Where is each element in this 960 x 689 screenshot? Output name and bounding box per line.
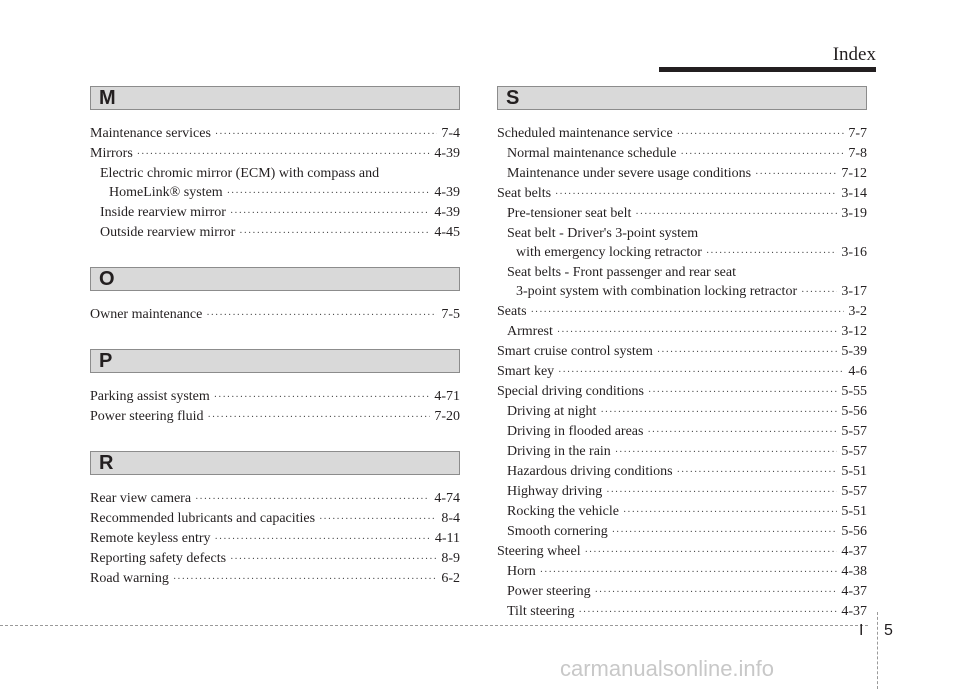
entry-page-ref: 7-4 xyxy=(441,126,460,141)
index-entry xyxy=(90,124,460,144)
index-entry xyxy=(90,407,460,427)
entry-label: Horn xyxy=(507,564,536,579)
entry-page-ref: 3-14 xyxy=(841,186,867,201)
index-entry xyxy=(497,562,867,582)
entry-page-ref: 5-51 xyxy=(841,504,867,519)
entry-page-ref: 3-12 xyxy=(841,324,867,339)
entry-label: Steering wheel xyxy=(497,544,581,559)
index-entry xyxy=(497,224,867,263)
section-letter: O xyxy=(99,268,115,290)
entry-label: Hazardous driving conditions xyxy=(507,464,673,479)
entry-label: Tilt steering xyxy=(507,604,575,619)
entry-page-ref: 7-20 xyxy=(434,409,460,424)
entry-label: Maintenance services xyxy=(90,126,211,141)
section-letter: S xyxy=(506,87,520,109)
index-entry xyxy=(497,382,867,402)
entry-page-ref: 5-56 xyxy=(841,524,867,539)
entry-label: Seat belt - Driver's 3-point system xyxy=(507,226,699,241)
index-section xyxy=(497,86,867,622)
dot-leader xyxy=(600,403,837,422)
entry-page-ref: 3-19 xyxy=(841,206,867,221)
dot-leader xyxy=(540,563,838,582)
entry-label: Normal maintenance schedule xyxy=(507,146,677,161)
entry-label: Driving in the rain xyxy=(507,444,611,459)
index-entry xyxy=(90,529,460,549)
dot-leader xyxy=(657,343,837,362)
entry-label-continuation: HomeLink® system xyxy=(109,185,223,200)
dot-leader xyxy=(230,550,437,569)
index-entry xyxy=(497,322,867,342)
dot-leader xyxy=(558,363,844,382)
entry-page-ref: 4-11 xyxy=(434,531,460,546)
dot-leader xyxy=(615,443,838,462)
entry-page-ref: 4-39 xyxy=(434,146,460,161)
entry-label: Owner maintenance xyxy=(90,307,203,322)
entry-label: Seat belts - Front passenger and rear seat xyxy=(507,265,736,280)
entry-page-ref: 3-2 xyxy=(848,304,867,319)
entry-label: Seats xyxy=(497,304,527,319)
index-section xyxy=(90,451,460,589)
dot-leader xyxy=(606,483,837,502)
index-entry xyxy=(90,144,460,164)
entry-label: Reporting safety defects xyxy=(90,551,227,566)
footer-vertical-divider xyxy=(877,612,878,689)
section-letter: M xyxy=(99,87,116,109)
entry-page-ref: 3-17 xyxy=(841,284,867,299)
dot-leader xyxy=(555,185,837,204)
index-entry xyxy=(497,263,867,302)
index-entry xyxy=(497,502,867,522)
entry-label: Maintenance under severe usage conditions xyxy=(507,166,752,181)
dot-leader xyxy=(579,603,838,622)
entry-label: Remote keyless entry xyxy=(90,531,211,546)
index-entry xyxy=(497,144,867,164)
index-entry xyxy=(497,422,867,442)
index-entry xyxy=(497,402,867,422)
watermark: carmanualsonline.info xyxy=(560,656,775,681)
index-entry xyxy=(90,569,460,589)
entry-page-ref: 7-5 xyxy=(441,307,460,322)
entry-page-ref: 5-57 xyxy=(841,424,867,439)
index-entry xyxy=(497,362,867,382)
footer-divider xyxy=(0,625,868,626)
dot-leader xyxy=(206,306,437,325)
left-column xyxy=(90,86,460,605)
right-column xyxy=(497,86,867,638)
entry-label: Armrest xyxy=(507,324,553,339)
dot-leader xyxy=(677,463,838,482)
index-entry xyxy=(497,482,867,502)
entry-label: Power steering fluid xyxy=(90,409,204,424)
entry-page-ref: 5-51 xyxy=(841,464,867,479)
entry-page-ref: 4-37 xyxy=(841,544,867,559)
entry-page-ref: 4-74 xyxy=(434,491,460,506)
dot-leader xyxy=(195,490,430,509)
entry-label: Electric chromic mirror (ECM) with compass and xyxy=(100,166,380,181)
index-entry xyxy=(90,387,460,407)
dot-leader xyxy=(755,165,837,184)
index-section xyxy=(90,349,460,427)
entry-label-continuation: 3-point system with combination locking retractor xyxy=(516,284,798,299)
entry-page-ref: 4-6 xyxy=(848,364,867,379)
dot-leader xyxy=(239,224,430,243)
section-header-bar xyxy=(90,86,460,110)
entry-label: Smart cruise control system xyxy=(497,344,653,359)
entry-label: Pre-tensioner seat belt xyxy=(507,206,632,221)
entry-label: Rear view camera xyxy=(90,491,192,506)
entry-page-ref: 4-38 xyxy=(841,564,867,579)
dot-leader xyxy=(173,570,437,589)
entry-page-ref: 7-12 xyxy=(841,166,867,181)
entry-label: Special driving conditions xyxy=(497,384,644,399)
entry-page-ref: 4-39 xyxy=(434,185,460,200)
entry-label: Road warning xyxy=(90,571,169,586)
entry-label: Seat belts xyxy=(497,186,552,201)
section-header-bar xyxy=(90,267,460,291)
entry-page-ref: 6-2 xyxy=(441,571,460,586)
dot-leader xyxy=(585,543,838,562)
entry-page-ref: 5-56 xyxy=(841,404,867,419)
dot-leader xyxy=(706,244,837,263)
entry-label: Mirrors xyxy=(90,146,133,161)
entry-page-ref: 4-45 xyxy=(434,225,460,240)
index-entry xyxy=(497,602,867,622)
entry-page-ref: 4-39 xyxy=(434,205,460,220)
entry-page-ref: 5-55 xyxy=(841,384,867,399)
index-entry xyxy=(497,184,867,204)
entry-page-ref: 8-9 xyxy=(441,551,460,566)
index-entry xyxy=(90,305,460,325)
dot-leader xyxy=(319,510,437,529)
entry-label: Power steering xyxy=(507,584,591,599)
dot-leader xyxy=(647,423,837,442)
entry-label: Recommended lubricants and capacities xyxy=(90,511,316,526)
entry-page-ref: 3-16 xyxy=(841,245,867,260)
index-entry xyxy=(497,582,867,602)
dot-leader xyxy=(215,125,437,144)
index-entry xyxy=(497,342,867,362)
entry-label: Driving at night xyxy=(507,404,597,419)
index-entry xyxy=(497,522,867,542)
dot-leader xyxy=(595,583,838,602)
index-entry xyxy=(497,442,867,462)
dot-leader xyxy=(208,408,431,427)
entry-label: Smooth cornering xyxy=(507,524,608,539)
section-letter: P xyxy=(99,350,113,372)
entry-page-ref: 8-4 xyxy=(441,511,460,526)
dot-leader xyxy=(531,303,845,322)
index-section xyxy=(90,86,460,243)
entry-page-ref: 5-57 xyxy=(841,484,867,499)
index-entry xyxy=(497,462,867,482)
dot-leader xyxy=(648,383,837,402)
entry-label: Outside rearview mirror xyxy=(100,225,236,240)
entry-page-ref: 4-37 xyxy=(841,584,867,599)
index-entry xyxy=(497,542,867,562)
dot-leader xyxy=(612,523,838,542)
entry-label: Highway driving xyxy=(507,484,603,499)
index-entry xyxy=(90,489,460,509)
dot-leader xyxy=(214,388,431,407)
index-entry xyxy=(90,203,460,223)
entry-page-ref: 4-71 xyxy=(434,389,460,404)
entry-page-ref: 7-8 xyxy=(848,146,867,161)
entry-label: Smart key xyxy=(497,364,555,379)
index-entry xyxy=(497,124,867,144)
entry-label: Parking assist system xyxy=(90,389,210,404)
entry-label: Scheduled maintenance service xyxy=(497,126,673,141)
index-entry xyxy=(90,509,460,529)
entry-label: Inside rearview mirror xyxy=(100,205,226,220)
dot-leader xyxy=(230,204,430,223)
index-header-title: Index xyxy=(832,44,876,65)
index-section xyxy=(90,267,460,325)
dot-leader xyxy=(623,503,837,522)
index-entry xyxy=(90,549,460,569)
header-rule xyxy=(659,67,876,72)
entry-label: Rocking the vehicle xyxy=(507,504,619,519)
dot-leader xyxy=(227,184,431,203)
index-entry xyxy=(90,223,460,243)
section-letter: R xyxy=(99,452,114,474)
entry-label-continuation: with emergency locking retractor xyxy=(516,245,702,260)
entry-page-ref: 5-39 xyxy=(841,344,867,359)
index-entry xyxy=(497,204,867,224)
page-number: 5 xyxy=(884,622,893,639)
dot-leader xyxy=(137,145,431,164)
index-entry xyxy=(497,302,867,322)
dot-leader xyxy=(680,145,844,164)
index-entry xyxy=(497,164,867,184)
dot-leader xyxy=(215,530,431,549)
dot-leader xyxy=(635,205,837,224)
dot-leader xyxy=(677,125,845,144)
entry-page-ref: 5-57 xyxy=(841,444,867,459)
entry-page-ref: 7-7 xyxy=(848,126,867,141)
dot-leader xyxy=(557,323,837,342)
dot-leader xyxy=(801,283,837,302)
footer-section-letter: I xyxy=(859,622,864,639)
index-entry xyxy=(90,164,460,203)
entry-label: Driving in flooded areas xyxy=(507,424,644,439)
section-header-bar xyxy=(90,349,460,373)
section-header-bar xyxy=(497,86,867,110)
section-header-bar xyxy=(90,451,460,475)
entry-page-ref: 4-37 xyxy=(841,604,867,619)
